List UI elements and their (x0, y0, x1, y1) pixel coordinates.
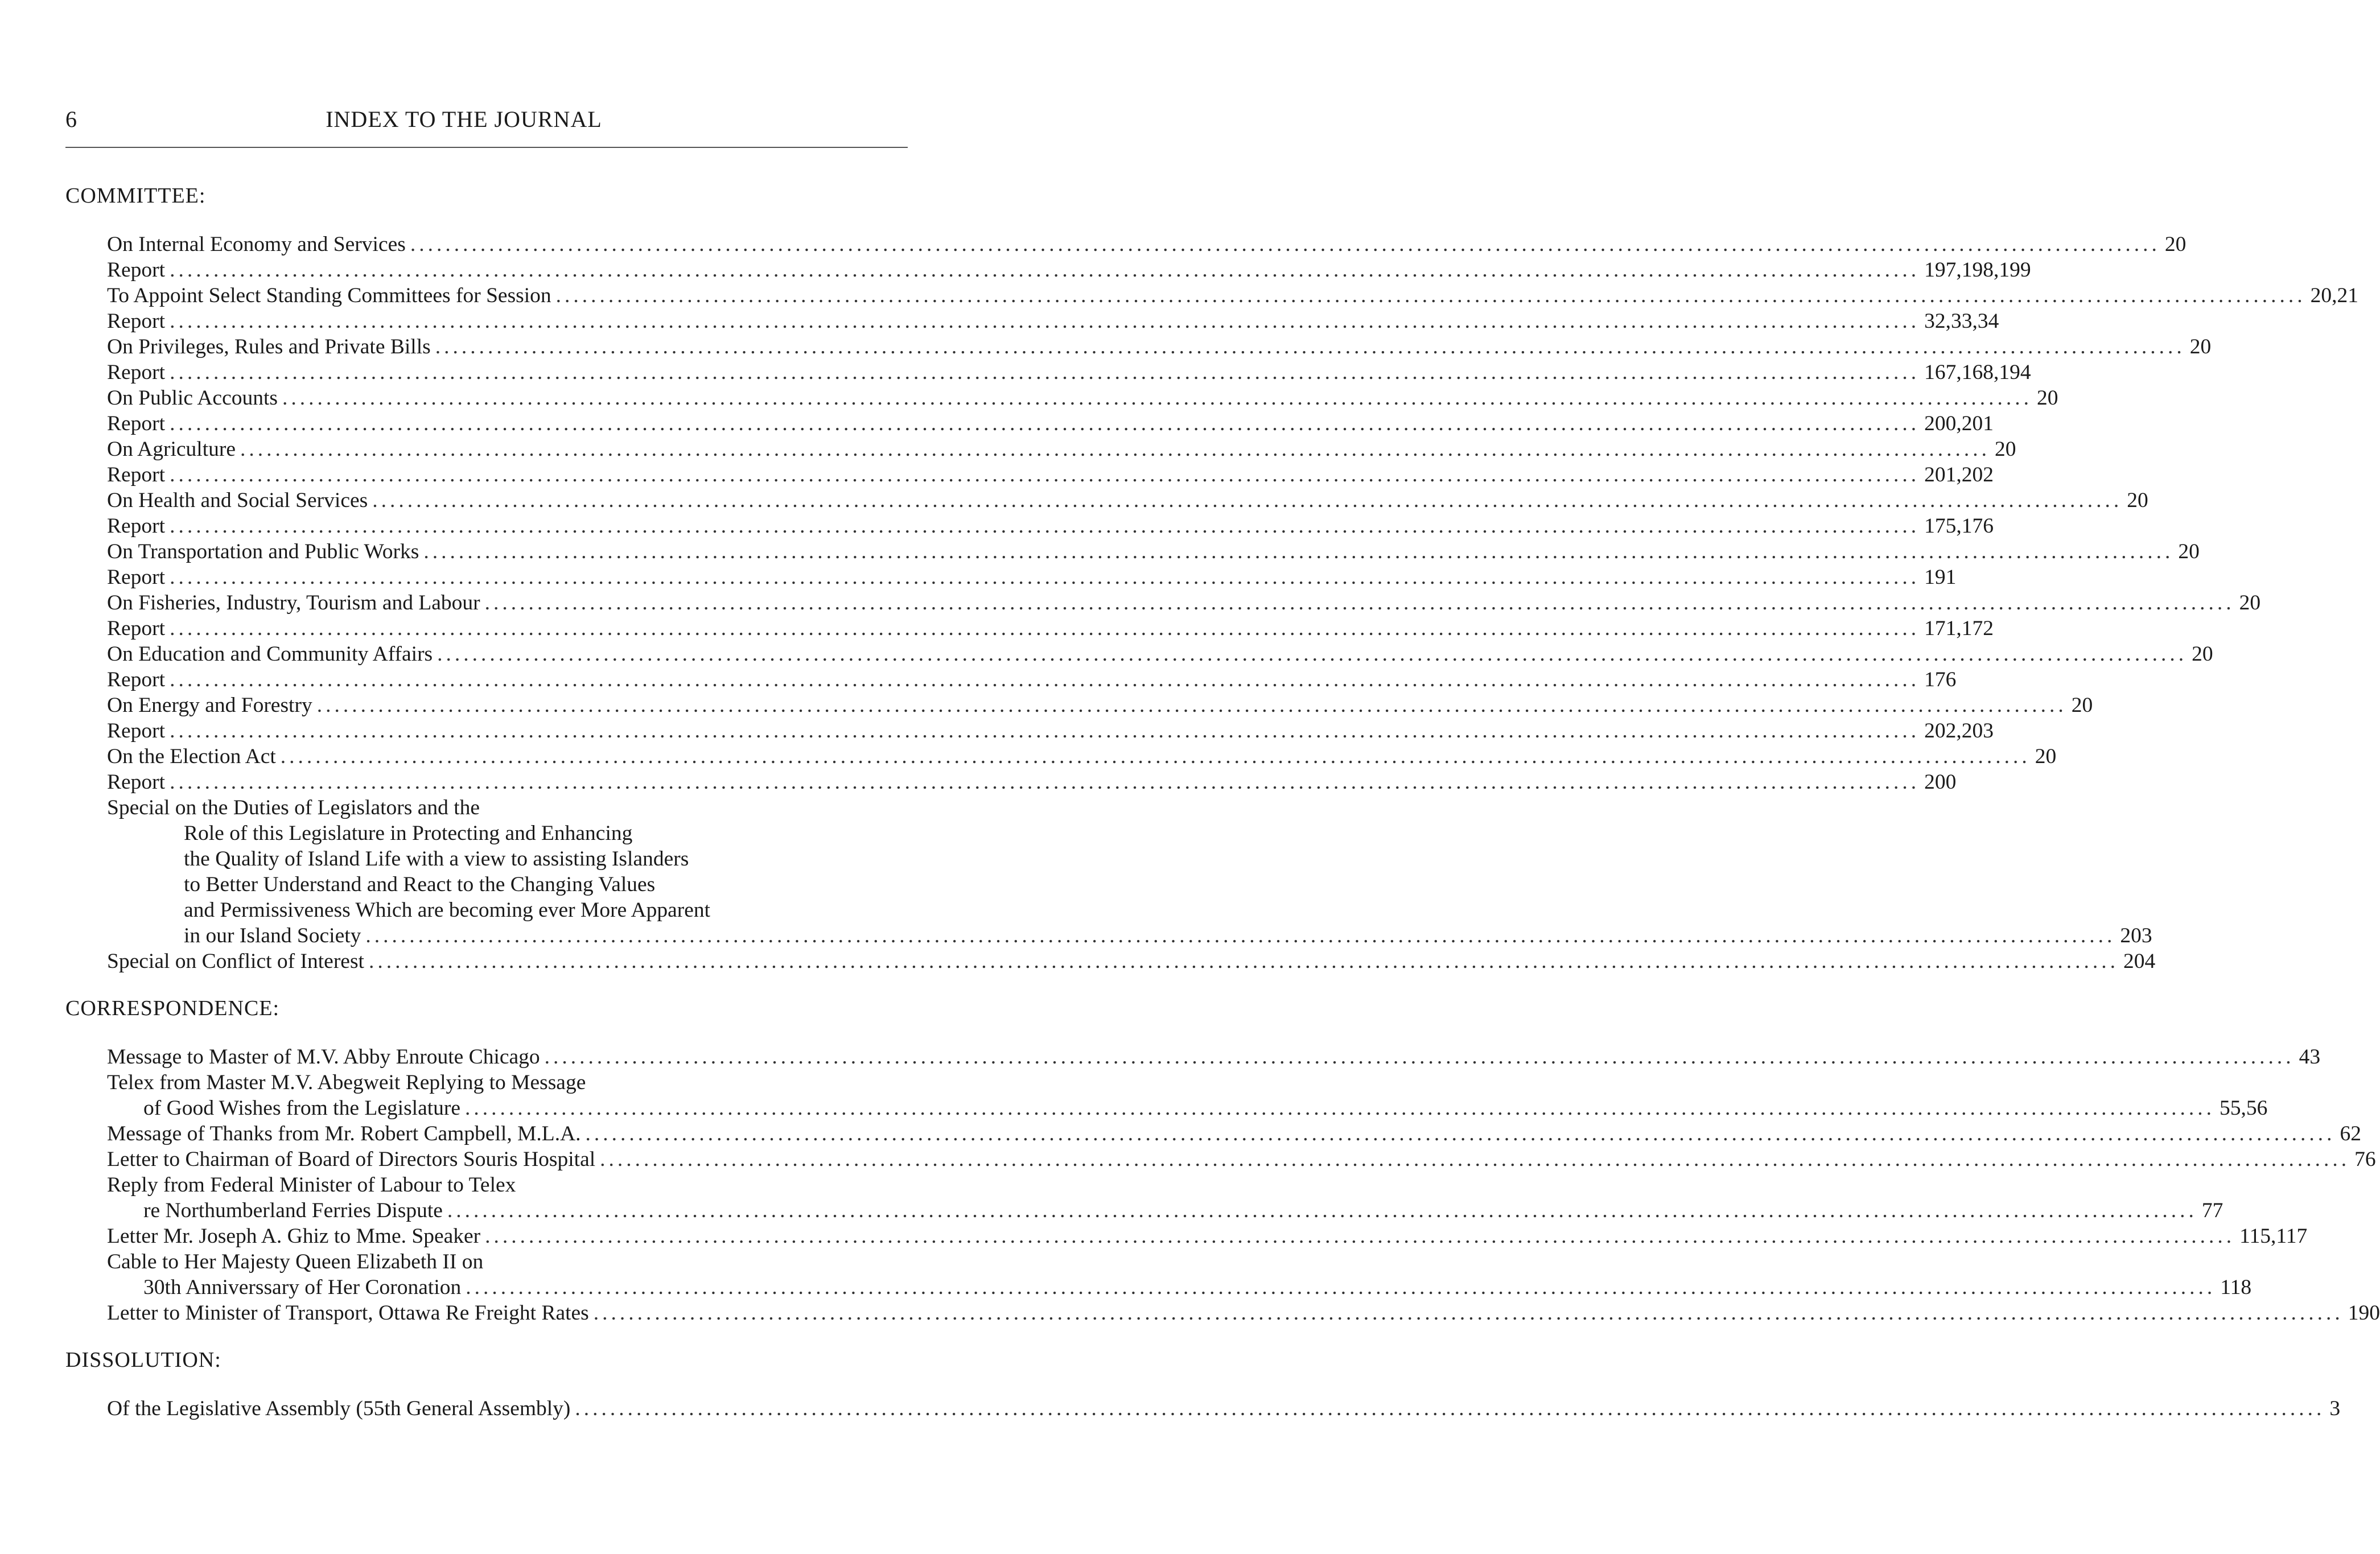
index-entry (65, 949, 2156, 974)
entry-label: On Energy and Forestry (107, 694, 312, 717)
index-entry (65, 1198, 2223, 1223)
entry-pages: 202,203 (1924, 719, 1994, 743)
dot-leader: ........................................................................................................................................................................................................ (368, 950, 2119, 973)
entry-label: Report (107, 668, 166, 691)
index-entry (65, 257, 2031, 283)
dot-leader: ........................................................................................................................................................................................................ (484, 591, 2235, 615)
entry-label: Letter to Minister of Transport, Ottawa Re Freight Rates (107, 1301, 589, 1325)
entry-label: Report (107, 617, 166, 640)
dot-leader: ........................................................................................................................................................................................................ (600, 1148, 2350, 1171)
entry-pages: 20 (2127, 489, 2148, 512)
index-entry (65, 564, 1957, 590)
dot-leader: ........................................................................................................................................................................................................ (423, 540, 2174, 563)
index-entry (65, 334, 2212, 360)
entry-pages: 20 (2192, 642, 2213, 666)
entry-pages: 20 (2178, 540, 2200, 563)
entry-label: of Good Wishes from the Legislature (143, 1097, 461, 1120)
dot-leader: ........................................................................................................................................................................................................ (170, 361, 1920, 384)
index-entry (65, 667, 1957, 693)
entry-pages: 20,21 (2310, 284, 2359, 307)
dot-leader: ........................................................................................................................................................................................................ (485, 1225, 2235, 1248)
dot-leader: ........................................................................................................................................................................................................ (555, 284, 2306, 307)
entry-label: Letter to Chairman of Board of Directors Souris Hospital (107, 1148, 596, 1171)
index-entry (65, 769, 1957, 795)
entry-pages: 197,198,199 (1924, 258, 2031, 282)
entry-label: 30th Anniverssary of Her Coronation (143, 1276, 462, 1299)
entry-label: Report (107, 412, 166, 435)
index-entry (65, 411, 1994, 436)
index-entry (65, 1044, 2321, 1070)
entry-pages: 20 (2164, 233, 2187, 256)
index-entry (65, 1275, 2252, 1300)
entry-pages: 20 (2036, 386, 2058, 410)
entry-pages: 43 (2299, 1045, 2321, 1069)
committee-entries (65, 232, 2359, 795)
entry-label: Report (107, 514, 166, 538)
entry-line: to Better Understand and React to the Changing Values (184, 873, 656, 896)
index-entry (65, 1095, 2268, 1121)
entry-pages: 77 (2201, 1199, 2223, 1222)
index-entry (65, 616, 1994, 641)
entry-pages: 201,202 (1924, 463, 1994, 487)
index-entry (65, 1121, 2362, 1147)
dot-leader: ........................................................................................................................................................................................................ (170, 770, 1920, 794)
dot-leader: ........................................................................................................................................................................................................ (410, 233, 2160, 256)
entry-pages: 176 (1924, 668, 1957, 691)
entry-label: in our Island Society (184, 924, 361, 947)
entry-label: On Privileges, Rules and Private Bills (107, 335, 431, 358)
entry-pages: 55,56 (2220, 1097, 2268, 1120)
entry-pages: 3 (2329, 1397, 2341, 1420)
index-entry (65, 744, 2057, 769)
entry-label: To Appoint Select Standing Committees for Session (107, 284, 551, 307)
dot-leader: ........................................................................................................................................................................................................ (170, 514, 1920, 538)
index-entry (65, 513, 1994, 539)
index-entry (65, 1147, 2376, 1172)
committee-heading: COMMITTEE: (65, 184, 206, 208)
dot-leader: ........................................................................................................................................................................................................ (282, 386, 2032, 410)
dot-leader: ........................................................................................................................................................................................................ (575, 1397, 2325, 1420)
index-entry (65, 693, 2093, 718)
entry-pages: 200 (1924, 770, 1957, 794)
dot-leader: ........................................................................................................................................................................................................ (170, 719, 1920, 743)
dot-leader: ........................................................................................................................................................................................................ (465, 1097, 2216, 1120)
entry-label: On Public Accounts (107, 386, 278, 410)
entry-label: Report (107, 310, 166, 333)
index-entry (65, 1223, 2308, 1249)
dot-leader: ........................................................................................................................................................................................................ (240, 438, 1990, 461)
entry-pages: 20 (2239, 591, 2261, 615)
entry-label: On Transportation and Public Works (107, 540, 419, 563)
dot-leader: ........................................................................................................................................................................................................ (170, 617, 1920, 640)
entry-pages: 20 (2035, 745, 2057, 768)
entry-label: re Northumberland Ferries Dispute (143, 1199, 443, 1222)
entry-pages: 171,172 (1924, 617, 1994, 640)
index-entry (65, 1300, 2380, 1326)
entry-pages: 191 (1924, 566, 1957, 589)
index-entry (65, 590, 2261, 616)
dot-leader: ........................................................................................................................................................................................................ (365, 924, 2116, 947)
entry-pages: 20 (2071, 694, 2093, 717)
index-entry (65, 718, 1994, 744)
dot-leader: ........................................................................................................................................................................................................ (544, 1045, 2295, 1069)
dot-leader: ........................................................................................................................................................................................................ (170, 463, 1920, 487)
committee-section (65, 183, 2359, 974)
correspondence-section (65, 996, 2380, 1326)
page-number: 6 (65, 106, 77, 132)
entry-label: Letter Mr. Joseph A. Ghiz to Mme. Speaker (107, 1225, 481, 1248)
entry-pages: 115,117 (2239, 1225, 2308, 1248)
index-entry (65, 488, 2148, 513)
entry-pages: 20 (1995, 438, 2016, 461)
special-duties-entry (65, 795, 2152, 949)
dot-leader: ........................................................................................................................................................................................................ (280, 745, 2031, 768)
entry-pages: 190 (2348, 1301, 2380, 1325)
entry-label: On Education and Community Affairs (107, 642, 433, 666)
entry-label: Message of Thanks from Mr. Robert Campbell, M.L.A. (107, 1122, 581, 1145)
dot-leader: ........................................................................................................................................................................................................ (593, 1301, 2344, 1325)
entry-label: Report (107, 719, 166, 743)
index-entry (65, 641, 2213, 667)
entry-line: Role of this Legislature in Protecting and Enhancing (184, 822, 633, 845)
entry-label: Report (107, 770, 166, 794)
dissolution-heading: DISSOLUTION: (65, 1348, 221, 1372)
entry-label: Report (107, 258, 166, 282)
entry-pages: 118 (2220, 1276, 2252, 1299)
entry-line: Reply from Federal Minister of Labour to Telex (107, 1173, 516, 1197)
index-entry (65, 308, 1999, 334)
entry-pages: 203 (2120, 924, 2152, 947)
entry-pages: 175,176 (1924, 514, 1994, 538)
index-entry (65, 232, 2187, 257)
entry-label: On the Election Act (107, 745, 276, 768)
entry-label: Message to Master of M.V. Abby Enroute Chicago (107, 1045, 540, 1069)
dot-leader: ........................................................................................................................................................................................................ (316, 694, 2067, 717)
entry-line: Cable to Her Majesty Queen Elizabeth II on (107, 1250, 484, 1273)
dot-leader: ........................................................................................................................................................................................................ (585, 1122, 2336, 1145)
index-entry (65, 923, 2152, 949)
dot-leader: ........................................................................................................................................................................................................ (372, 489, 2123, 512)
correspondence-heading: CORRESPONDENCE: (65, 996, 280, 1020)
running-title: INDEX TO THE JOURNAL (326, 106, 602, 132)
dot-leader: ........................................................................................................................................................................................................ (437, 642, 2188, 666)
dot-leader: ........................................................................................................................................................................................................ (170, 412, 1920, 435)
dot-leader: ........................................................................................................................................................................................................ (170, 668, 1920, 691)
entry-pages: 20 (2189, 335, 2212, 358)
dot-leader: ........................................................................................................................................................................................................ (466, 1276, 2216, 1299)
page-header (65, 105, 908, 134)
index-entry (65, 539, 2200, 564)
dot-leader: ........................................................................................................................................................................................................ (170, 258, 1920, 282)
entry-pages: 204 (2123, 950, 2156, 973)
entry-label: On Health and Social Services (107, 489, 368, 512)
entry-pages: 62 (2340, 1122, 2362, 1145)
entry-line: Special on the Duties of Legislators and the (107, 796, 480, 819)
index-entry (65, 462, 1994, 488)
entry-line: Telex from Master M.V. Abegweit Replying to Message (107, 1071, 586, 1094)
entry-label: Special on Conflict of Interest (107, 950, 364, 973)
entry-pages: 200,201 (1924, 412, 1994, 435)
dissolution-section (65, 1347, 2341, 1421)
entry-line: and Permissiveness Which are becoming ever More Apparent (184, 898, 711, 922)
entry-label: Report (107, 566, 166, 589)
entry-pages: 32,33,34 (1924, 310, 1999, 333)
entry-label: On Agriculture (107, 438, 236, 461)
index-entry (65, 360, 2031, 385)
index-entry (65, 1396, 2341, 1421)
entry-pages: 76 (2354, 1148, 2376, 1171)
dot-leader: ........................................................................................................................................................................................................ (170, 566, 1920, 589)
entry-pages: 167,168,194 (1924, 361, 2031, 384)
header-rule (65, 147, 908, 148)
dot-leader: ........................................................................................................................................................................................................ (447, 1199, 2197, 1222)
index-entry (65, 385, 2058, 411)
entry-label: Report (107, 361, 166, 384)
entry-line: the Quality of Island Life with a view to assisting Islanders (184, 847, 689, 871)
entry-label: Report (107, 463, 166, 487)
entry-label: Of the Legislative Assembly (55th General Assembly) (107, 1397, 571, 1420)
index-entry (65, 436, 2016, 462)
dot-leader: ........................................................................................................................................................................................................ (170, 310, 1920, 333)
entry-label: On Fisheries, Industry, Tourism and Labour (107, 591, 480, 615)
dot-leader: ........................................................................................................................................................................................................ (435, 335, 2185, 358)
entry-label: On Internal Economy and Services (107, 233, 406, 256)
index-entry (65, 283, 2359, 308)
